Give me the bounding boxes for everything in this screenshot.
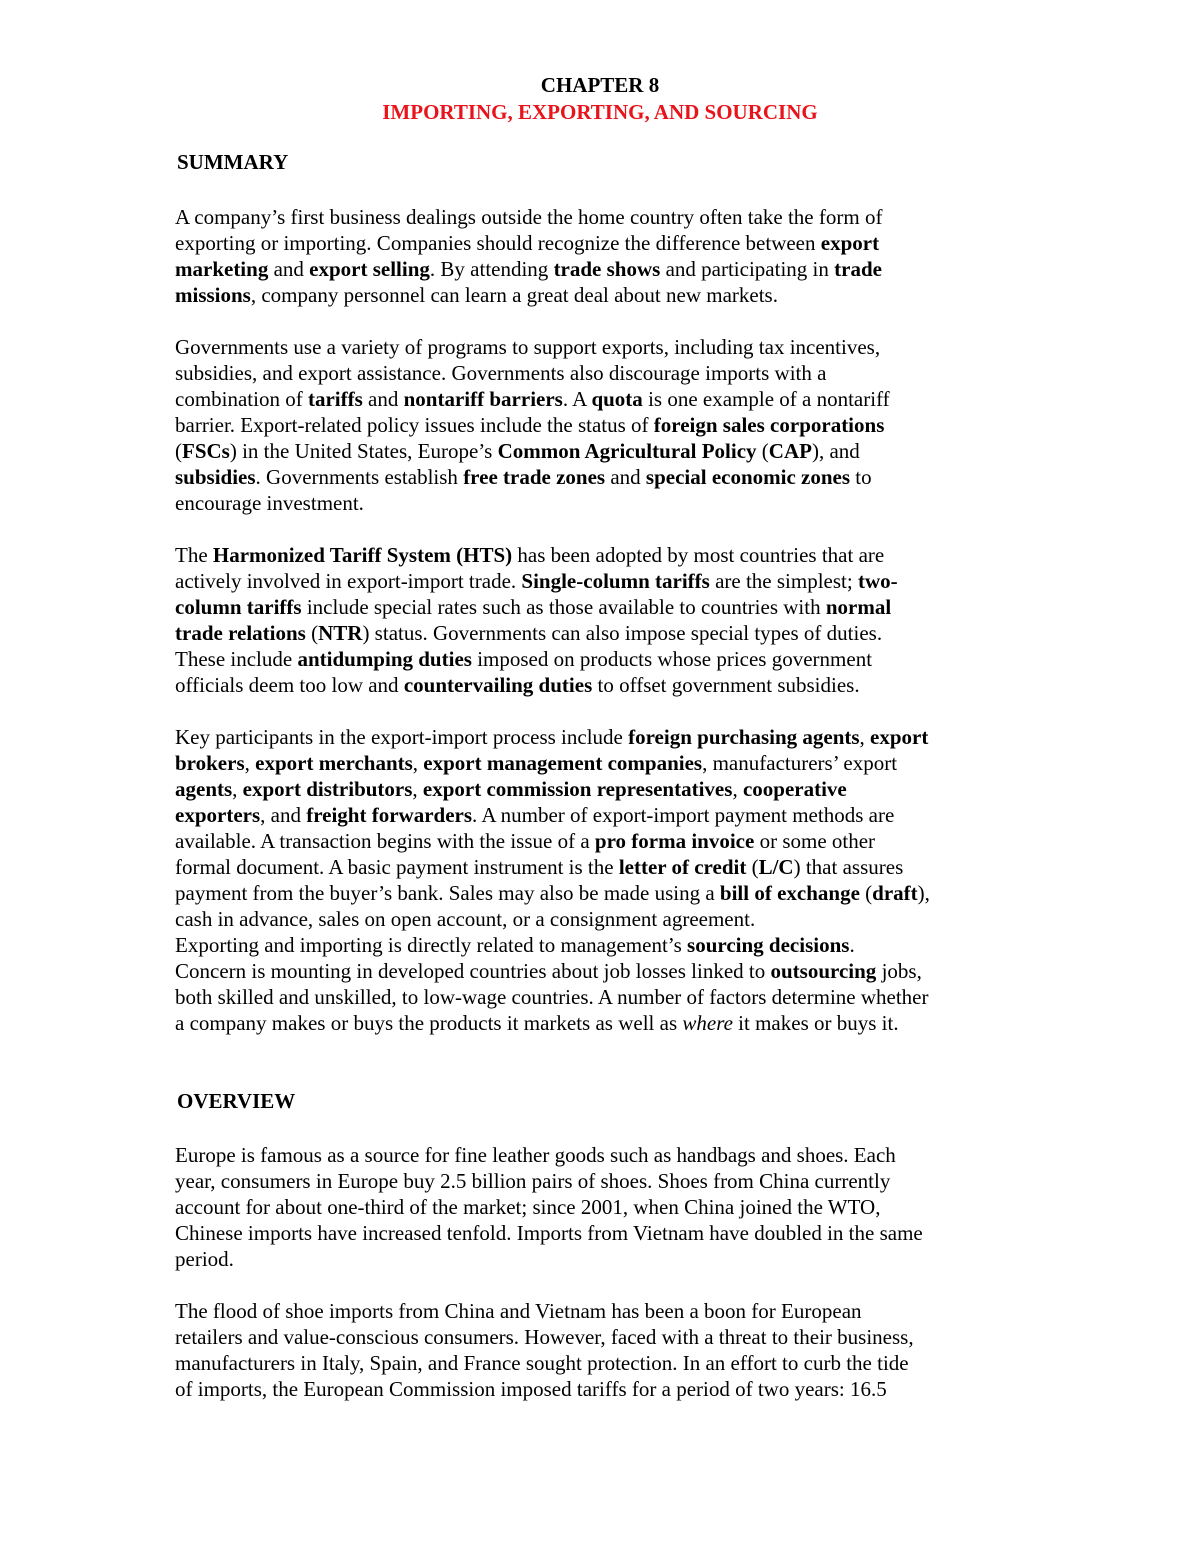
text-run: , company personnel can learn a great deal about new markets. (250, 283, 778, 307)
bold-term: tariffs (307, 387, 363, 411)
bold-term: special economic zones (645, 465, 851, 489)
bold-term: trade relations (175, 621, 306, 645)
bold-term: Harmonized Tariff System (HTS) (212, 543, 513, 567)
text-run: . A (562, 387, 592, 411)
text-run: ( (305, 621, 319, 645)
text-line (175, 776, 1045, 802)
summary-paragraph-1 (175, 204, 1045, 308)
chapter-subtitle: IMPORTING, EXPORTING, AND SOURCING (382, 100, 818, 124)
text-run: barrier. Export-related policy issues include the status of (175, 413, 654, 437)
text-run: , (232, 777, 243, 801)
text-run: or some other (754, 829, 876, 853)
text-run: Governments use a variety of programs to support exports, including tax incentives, (175, 335, 881, 359)
text-run: , (412, 777, 423, 801)
text-line (175, 984, 1045, 1010)
text-run: imposed on products whose prices government (471, 647, 873, 671)
overview-paragraph-2 (175, 1298, 1045, 1402)
bold-term: foreign sales corporations (653, 413, 885, 437)
bold-term: antidumping duties (297, 647, 472, 671)
bold-term: trade shows (553, 257, 661, 281)
bold-term: export selling (309, 257, 430, 281)
text-line (175, 594, 1045, 620)
text-line (175, 1010, 1045, 1036)
text-line (175, 490, 1045, 516)
text-line (175, 1168, 1045, 1194)
text-run: to offset government subsidies. (592, 673, 860, 697)
text-run: and (268, 257, 310, 281)
text-line (175, 620, 1045, 646)
text-run: These include (175, 647, 298, 671)
bold-term: export (820, 231, 880, 255)
text-line (175, 412, 1045, 438)
text-line (175, 880, 1045, 906)
bold-term: L/C (758, 855, 794, 879)
summary-paragraph-3 (175, 542, 1045, 698)
bold-term: CAP (768, 439, 812, 463)
text-run: subsidies, and export assistance. Governments also discourage imports with a (175, 361, 827, 385)
text-line (175, 1220, 1045, 1246)
text-run: officials deem too low and (175, 673, 404, 697)
text-line (175, 854, 1045, 880)
text-run: ( (746, 855, 759, 879)
text-run: has been adopted by most countries that are (512, 543, 885, 567)
text-run: encourage investment. (175, 491, 364, 515)
text-run: manufacturers in Italy, Spain, and France sought protection. In an effort to curb the tide (175, 1351, 909, 1375)
text-line (175, 672, 1045, 698)
text-run: and (605, 465, 646, 489)
text-run: is one example of a nontariff (642, 387, 890, 411)
text-run: and (362, 387, 404, 411)
text-line (175, 568, 1045, 594)
text-line (175, 932, 1045, 958)
summary-paragraph-2 (175, 334, 1045, 516)
bold-term: free trade zones (463, 465, 606, 489)
bold-term: countervailing duties (403, 673, 593, 697)
bold-term: quota (591, 387, 643, 411)
text-run: . (849, 933, 855, 957)
bold-term: marketing (175, 257, 269, 281)
text-run: it makes or buys it. (732, 1011, 899, 1035)
text-run: ( (756, 439, 769, 463)
text-line (175, 802, 1045, 828)
text-run: . Governments establish (255, 465, 464, 489)
text-line (175, 542, 1045, 568)
text-run: of imports, the European Commission imposed tariffs for a period of two years: 16.5 (175, 1377, 887, 1401)
text-run: Chinese imports have increased tenfold. Imports from Vietnam have doubled in the same (175, 1221, 923, 1245)
text-run: A company’s first business dealings outside the home country often take the form of (175, 205, 883, 229)
text-line (175, 906, 1045, 932)
bold-term: FSCs (182, 439, 230, 463)
text-run: retailers and value-conscious consumers. However, faced with a threat to their business, (175, 1325, 914, 1349)
bold-term: export (870, 725, 929, 749)
text-run: period. (175, 1247, 234, 1271)
bold-term: export distributors (242, 777, 413, 801)
bold-term: bill of exchange (719, 881, 860, 905)
bold-term: trade (834, 257, 882, 281)
text-run: ( (175, 439, 182, 463)
text-line (175, 1246, 1045, 1272)
text-run: ), (917, 881, 930, 905)
text-line (175, 1142, 1045, 1168)
chapter-title: CHAPTER 8 (540, 73, 660, 97)
text-line (175, 724, 1045, 750)
bold-term: outsourcing (770, 959, 877, 983)
text-run: Exporting and importing is directly related to management’s (175, 933, 688, 957)
overview-heading: OVERVIEW (177, 1089, 296, 1113)
text-run: account for about one-third of the market; since 2001, when China joined the WTO, (175, 1195, 881, 1219)
text-run: available. A transaction begins with the issue of a (175, 829, 595, 853)
text-run: The flood of shoe imports from China and Vietnam has been a boon for European (175, 1299, 862, 1323)
text-line (175, 828, 1045, 854)
text-run: both skilled and unskilled, to low-wage countries. A number of factors determine whether (175, 985, 929, 1009)
bold-term: brokers (175, 751, 245, 775)
italic-term: where (682, 1011, 733, 1035)
text-line (175, 750, 1045, 776)
text-run: are the simplest; (709, 569, 858, 593)
text-run: , manufacturers’ export (702, 751, 898, 775)
bold-term: draft (872, 881, 918, 905)
text-run: to (850, 465, 872, 489)
text-run: a company makes or buys the products it markets as well as (175, 1011, 683, 1035)
bold-term: export commission representatives (422, 777, 733, 801)
bold-term: exporters (175, 803, 261, 827)
summary-paragraph-4 (175, 724, 1045, 1036)
text-run: include special rates such as those available to countries with (301, 595, 826, 619)
summary-heading: SUMMARY (177, 150, 289, 174)
bold-term: agents (175, 777, 233, 801)
text-run: . By attending (429, 257, 554, 281)
bold-term: sourcing decisions (687, 933, 850, 957)
bold-term: missions (175, 283, 251, 307)
text-run: cash in advance, sales on open account, or a consignment agreement. (175, 907, 756, 931)
text-line (175, 256, 1045, 282)
text-line (175, 1194, 1045, 1220)
bold-term: Single-column tariffs (521, 569, 710, 593)
text-run: year, consumers in Europe buy 2.5 billion pairs of shoes. Shoes from China currently (175, 1169, 891, 1193)
text-line (175, 958, 1045, 984)
bold-term: letter of credit (618, 855, 747, 879)
bold-term: NTR (318, 621, 363, 645)
text-line (175, 204, 1045, 230)
bold-term: foreign purchasing agents (628, 725, 860, 749)
text-run: , (732, 777, 743, 801)
text-line (175, 360, 1045, 386)
text-run: The (175, 543, 213, 567)
text-run: ( (859, 881, 873, 905)
text-run: , (412, 751, 424, 775)
text-run: Concern is mounting in developed countries about job losses linked to (175, 959, 771, 983)
text-run: ) status. Governments can also impose special types of duties. (362, 621, 883, 645)
bold-term: two- (857, 569, 898, 593)
text-line (175, 386, 1045, 412)
bold-term: cooperative (742, 777, 847, 801)
text-line (175, 230, 1045, 256)
text-run: ) that assures (793, 855, 904, 879)
text-line (175, 1350, 1045, 1376)
text-run: payment from the buyer’s bank. Sales may also be made using a (175, 881, 720, 905)
text-run: , (859, 725, 871, 749)
text-line (175, 646, 1045, 672)
bold-term: pro forma invoice (594, 829, 755, 853)
bold-term: freight forwarders (306, 803, 473, 827)
text-line (175, 1376, 1045, 1402)
text-line (175, 334, 1045, 360)
bold-term: export management companies (423, 751, 703, 775)
text-run: Europe is famous as a source for fine leather goods such as handbags and shoes. Each (175, 1143, 896, 1167)
text-run: actively involved in export-import trade. (175, 569, 522, 593)
text-run: and participating in (660, 257, 835, 281)
text-run: formal document. A basic payment instrument is the (175, 855, 619, 879)
text-line (175, 1298, 1045, 1324)
bold-term: subsidies (175, 465, 256, 489)
bold-term: column tariffs (175, 595, 302, 619)
text-line (175, 438, 1045, 464)
bold-term: Common Agricultural Policy (497, 439, 757, 463)
bold-term: nontariff barriers (403, 387, 563, 411)
bold-term: export merchants (255, 751, 413, 775)
text-run: , (244, 751, 256, 775)
text-run: , and (260, 803, 307, 827)
text-run: ) in the United States, Europe’s (229, 439, 498, 463)
text-run: ), and (811, 439, 860, 463)
bold-term: normal (825, 595, 892, 619)
text-run: exporting or importing. Companies should recognize the difference between (175, 231, 821, 255)
text-run: jobs, (876, 959, 922, 983)
text-run: Key participants in the export-import process include (175, 725, 629, 749)
text-run: . A number of export-import payment methods are (472, 803, 895, 827)
overview-paragraph-1 (175, 1142, 1045, 1272)
text-run: combination of (175, 387, 308, 411)
text-line (175, 464, 1045, 490)
text-line (175, 1324, 1045, 1350)
text-line (175, 282, 1045, 308)
